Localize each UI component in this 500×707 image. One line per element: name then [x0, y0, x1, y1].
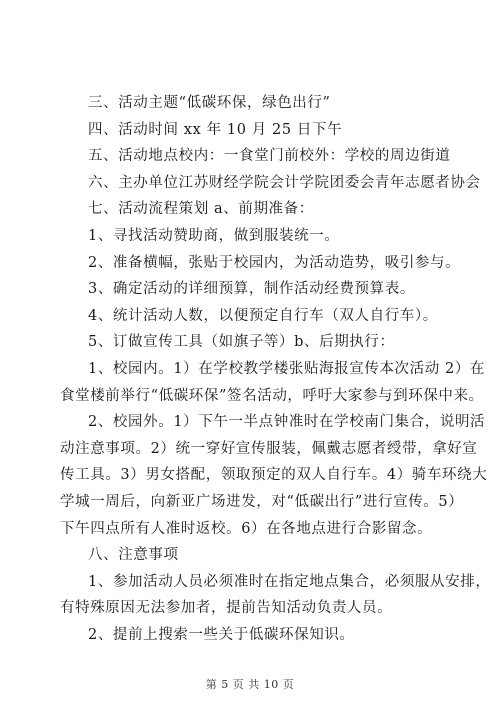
text-line: 2、准备横幅，张贴于校园内，为活动造势，吸引参与。	[88, 254, 461, 271]
text-line: 有特殊原因无法参加者，提前告知活动负责人员。	[60, 600, 393, 617]
text-line: 七、活动流程策划 a、前期准备：	[88, 201, 314, 218]
text-line: 1、寻找活动赞助商，做到服装统一。	[88, 228, 340, 244]
text-line: 1、参加活动人员必须准时在指定地点集合，必须服从安排，	[88, 573, 491, 590]
text-line: 食堂楼前举行“低碳环保”签名活动，呼吁大家参与到环保中来。	[60, 387, 484, 404]
text-line: 2、提前上搜索一些关于低碳环保知识。	[88, 627, 355, 643]
text-line: 学城一周后，向新亚广场进发，对“低碳出行”进行宣传。5）	[60, 494, 464, 510]
text-line: 动注意事项。2）统一穿好宣传服装，佩戴志愿者绶带，拿好宣	[60, 440, 478, 457]
text-line: 3、确定活动的详细预算，制作活动经费预算表。	[88, 281, 415, 298]
text-line: 四、活动时间 xx 年 10 月 25 日下午	[88, 121, 343, 138]
text-line: 2、校园外。1）下午一半点钟准时在学校南门集合，说明活	[88, 414, 486, 431]
text-line: 5、订做宣传工具（如旗子等）b、后期执行：	[88, 334, 395, 351]
text-line: 五、活动地点校内：一食堂门前校外：学校的周边街道	[88, 148, 451, 165]
text-line: 下午四点所有人准时返校。6）在各地点进行合影留念。	[60, 520, 433, 537]
text-line: 传工具。3）男女搭配，领取预定的双人自行车。4）骑车环绕大	[60, 467, 488, 484]
section-heading: 八、注意事项	[88, 547, 179, 564]
text-line: 4、统计活动人数，以便预定自行车（双人自行车）。	[88, 307, 438, 324]
text-line: 六、主办单位江苏财经学院会计学院团委会青年志愿者协会	[88, 174, 481, 191]
text-line: 1、校园内。1）在学校教学楼张贴海报宣传本次活动 2）在	[88, 361, 486, 377]
text-line: 三、活动主题“低碳环保，绿色出行”	[88, 95, 331, 111]
page-footer: 第 5 页 共 10 页	[205, 678, 295, 691]
